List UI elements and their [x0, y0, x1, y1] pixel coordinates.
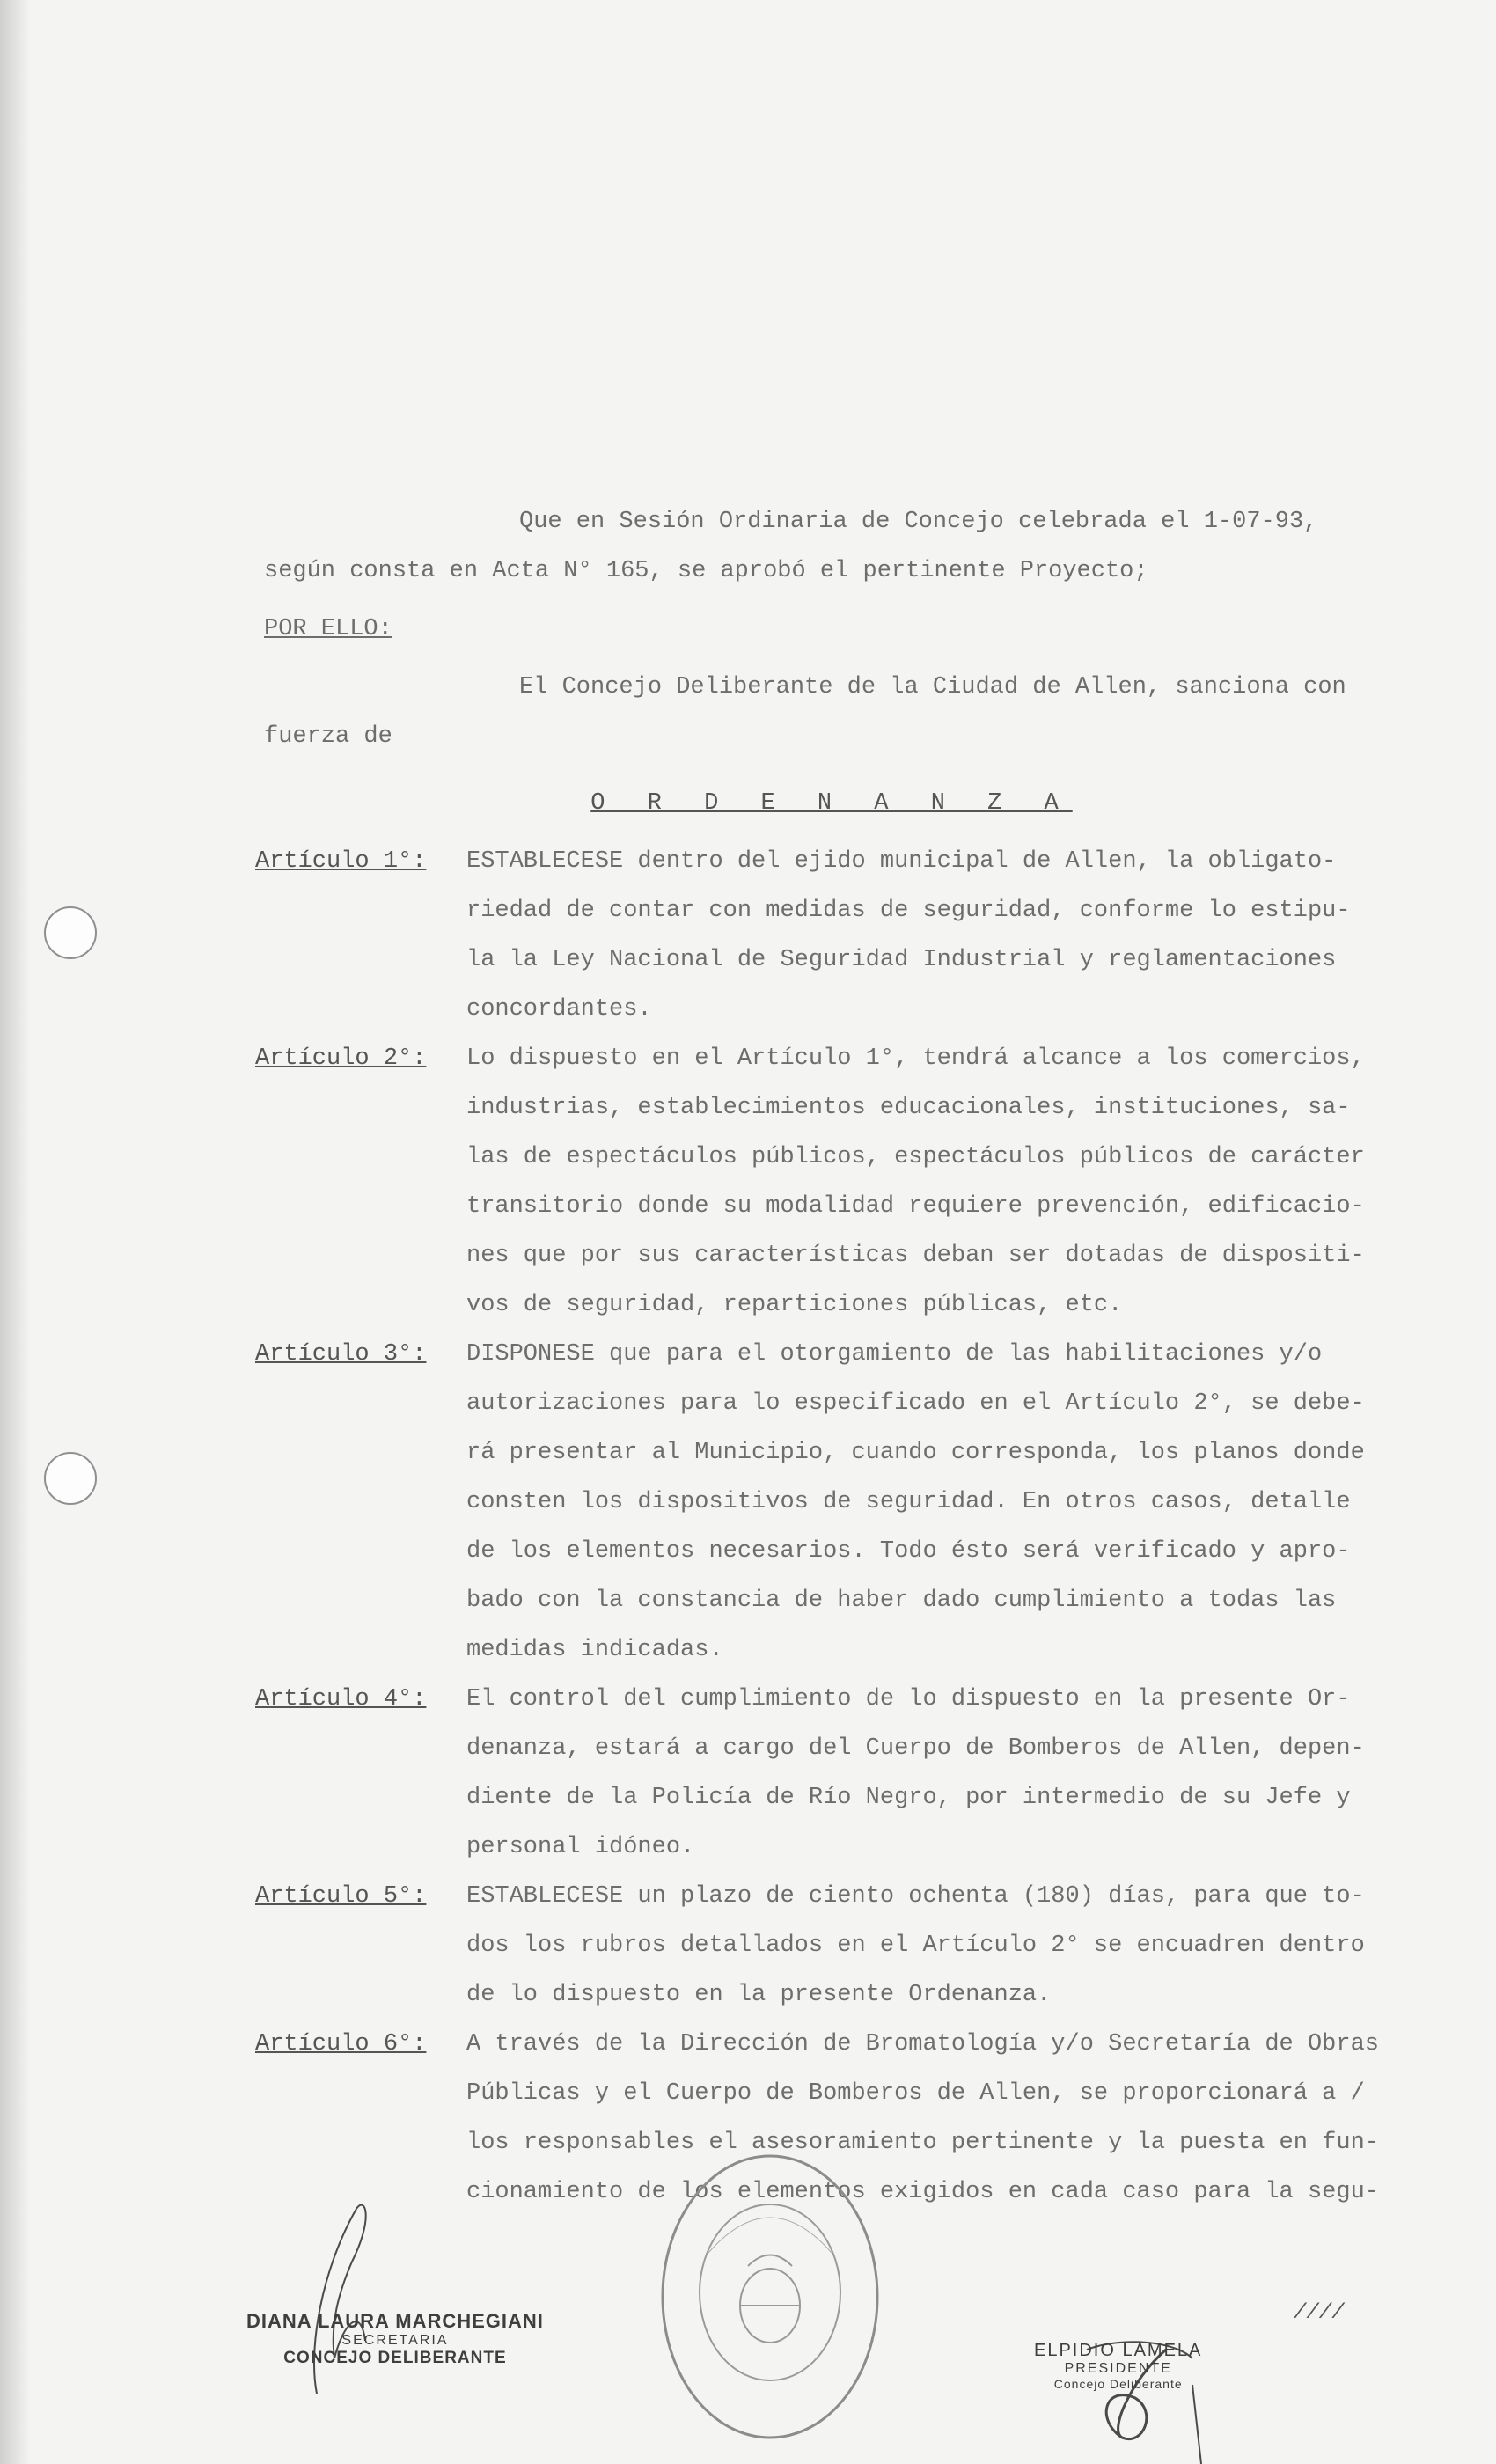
article-3-line: consten los dispositivos de seguridad. En otros casos, detalle	[466, 1489, 1351, 1515]
article-3-line: DISPONESE que para el otorgamiento de las habilitaciones y/o	[466, 1341, 1323, 1368]
article-6-line: Públicas y el Cuerpo de Bomberos de Allen, se proporcionará a /	[466, 2080, 1365, 2107]
article-4-line: personal idóneo.	[466, 1834, 695, 1860]
article-1-line: riedad de contar con medidas de seguridad, conforme lo estipu-	[466, 898, 1351, 924]
continuation-mark: ////	[1294, 2301, 1345, 2325]
article-3	[255, 1330, 1399, 1675]
article-2-line: Lo dispuesto en el Artículo 1°, tendrá alcance a los comercios,	[466, 1045, 1365, 1072]
article-2-label: Artículo 2°:	[255, 1045, 427, 1072]
article-3-line: bado con la constancia de haber dado cumplimiento a todas las	[466, 1588, 1337, 1614]
intro-line-1: Que en Sesión Ordinaria de Concejo celebrada el 1-07-93,	[519, 509, 1318, 535]
article-3-line: de los elementos necesarios. Todo ésto será verificado y apro-	[466, 1538, 1351, 1565]
signature-block-president	[1034, 2341, 1202, 2391]
signature-block-secretary	[246, 2310, 544, 2368]
article-5-line: dos los rubros detallados en el Artículo 2° se encuadren dentro	[466, 1932, 1365, 1959]
enact-line-1: El Concejo Deliberante de la Ciudad de Allen, sanciona con	[519, 674, 1346, 700]
ordinance-title: O R D E N A N Z A	[590, 790, 1073, 817]
article-1-line: la la Ley Nacional de Seguridad Industrial y reglamentaciones	[466, 947, 1337, 973]
article-1-line: ESTABLECESE dentro del ejido municipal de Allen, la obligato-	[466, 848, 1337, 875]
president-name: ELPIDIO LAMELA	[1034, 2341, 1203, 2360]
article-2	[255, 1034, 1399, 1330]
article-5-line: ESTABLECESE un plazo de ciento ochenta (180) días, para que to-	[466, 1883, 1365, 1910]
official-seal	[656, 2147, 884, 2446]
enact-line-2: fuerza de	[264, 723, 392, 750]
article-6-line: A través de la Dirección de Bromatología y/o Secretaría de Obras	[466, 2031, 1379, 2057]
punch-hole-upper	[44, 906, 97, 959]
page-edge-shadow	[0, 0, 30, 2464]
article-5-line: de lo dispuesto en la presente Ordenanza.	[466, 1982, 1052, 2008]
article-6-label: Artículo 6°:	[255, 2031, 427, 2057]
article-1-line: concordantes.	[466, 996, 652, 1023]
article-4-label: Artículo 4°:	[255, 1686, 427, 1712]
article-2-line: industrias, establecimientos educacionales, instituciones, sa-	[466, 1095, 1351, 1121]
punch-hole-lower	[44, 1452, 97, 1505]
article-4	[255, 1675, 1399, 1872]
article-4-line: diente de la Policía de Río Negro, por intermedio de su Jefe y	[466, 1785, 1351, 1811]
document-body	[255, 497, 1399, 2217]
secretary-role: SECRETARIA	[341, 2333, 449, 2348]
intro-line-2: según consta en Acta N° 165, se aprobó el pertinente Proyecto;	[264, 558, 1148, 584]
article-6-line: cionamiento de los elementos exigidos en cada caso para la segu-	[466, 2179, 1379, 2205]
secretary-name: DIANA LAURA MARCHEGIANI	[246, 2310, 544, 2332]
article-2-line: vos de seguridad, reparticiones públicas, etc.	[466, 1292, 1123, 1318]
article-5-label: Artículo 5°:	[255, 1883, 427, 1910]
article-3-line: rá presentar al Municipio, cuando corresponda, los planos donde	[466, 1440, 1365, 1466]
article-1-label: Artículo 1°:	[255, 848, 427, 875]
president-role: PRESIDENTE	[1064, 2361, 1172, 2376]
article-6-line: los responsables el asesoramiento pertinente y la puesta en fun-	[466, 2130, 1379, 2156]
por-ello-heading: POR ELLO:	[264, 616, 392, 642]
article-5	[255, 1872, 1399, 2020]
article-3-line: medidas indicadas.	[466, 1637, 723, 1663]
article-4-line: El control del cumplimiento de lo dispuesto en la presente Or-	[466, 1686, 1351, 1712]
article-3-label: Artículo 3°:	[255, 1341, 427, 1368]
article-1	[255, 837, 1399, 1034]
article-2-line: transitorio donde su modalidad requiere prevención, edificacio-	[466, 1193, 1365, 1220]
article-2-line: nes que por sus características deban ser dotadas de dispositi-	[466, 1243, 1365, 1269]
signature-scribble-left	[282, 2191, 405, 2402]
article-4-line: denanza, estará a cargo del Cuerpo de Bomberos de Allen, depen-	[466, 1735, 1365, 1762]
secretary-org: CONCEJO DELIBERANTE	[283, 2349, 507, 2367]
president-org: Concejo Deliberante	[1053, 2377, 1183, 2391]
article-2-line: las de espectáculos públicos, espectáculos públicos de carácter	[466, 1144, 1365, 1170]
article-3-line: autorizaciones para lo especificado en el Artículo 2°, se debe-	[466, 1390, 1365, 1417]
